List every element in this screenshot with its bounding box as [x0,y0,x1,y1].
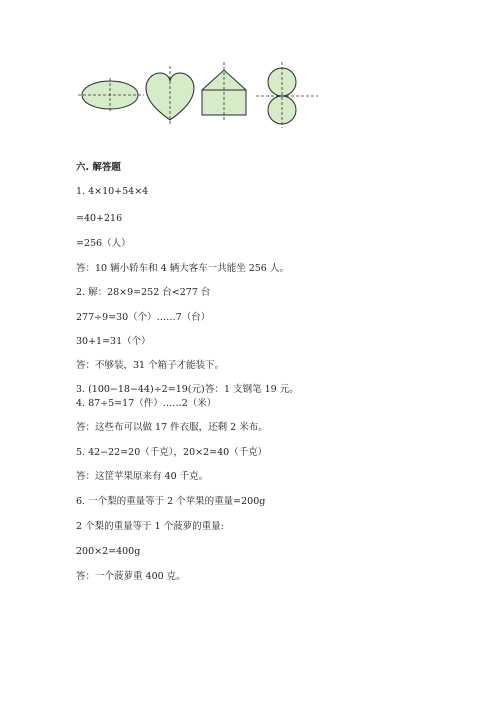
q5-line1: 5. 42−22=20（千克），20×2=40（千克） [76,447,268,458]
q2-line1: 2. 解：28×9=252 台<277 台 [76,287,211,298]
q1-answer: 答：10 辆小轿车和 4 辆大客车一共能坐 256 人。 [76,263,289,274]
q2-line3: 30+1=31（个） [76,336,151,347]
house-figure [202,62,246,122]
figure-eight-figure [256,62,318,128]
ellipse-figure [78,78,144,112]
q6-line2: 2 个梨的重量等于 1 个菠萝的重量: [76,521,224,532]
q3-answer: 答：1 支钢笔 19 元。 [205,384,299,395]
q3-line1: 3. (100−18−44)÷2=19(元) [76,384,205,395]
q2-line2: 277÷9=30（个）……7（台） [76,312,211,323]
q5-answer: 答：这筐苹果原来有 40 千克。 [76,471,209,482]
q1-line2: =40+216 [76,213,123,224]
section-heading: 六. 解答题 [76,162,121,173]
q6-line3: 200×2=400g [76,546,141,557]
q4-line1: 4. 87÷5=17（件）……2（米） [76,398,217,409]
q1-line1: 1. 4×10+54×4 [76,186,149,197]
q6-line1: 6. 一个梨的重量等于 2 个苹果的重量=200g [76,496,266,507]
q6-answer: 答：一个菠萝重 400 克。 [76,571,186,582]
heart-figure [146,66,194,126]
q4-answer: 答：这些布可以做 17 件衣服，还剩 2 米布。 [76,422,268,433]
q1-line3: =256（人） [76,238,131,249]
symmetry-figures [0,0,500,140]
q2-answer: 答：不够装，31 个箱子才能装下。 [76,360,225,371]
